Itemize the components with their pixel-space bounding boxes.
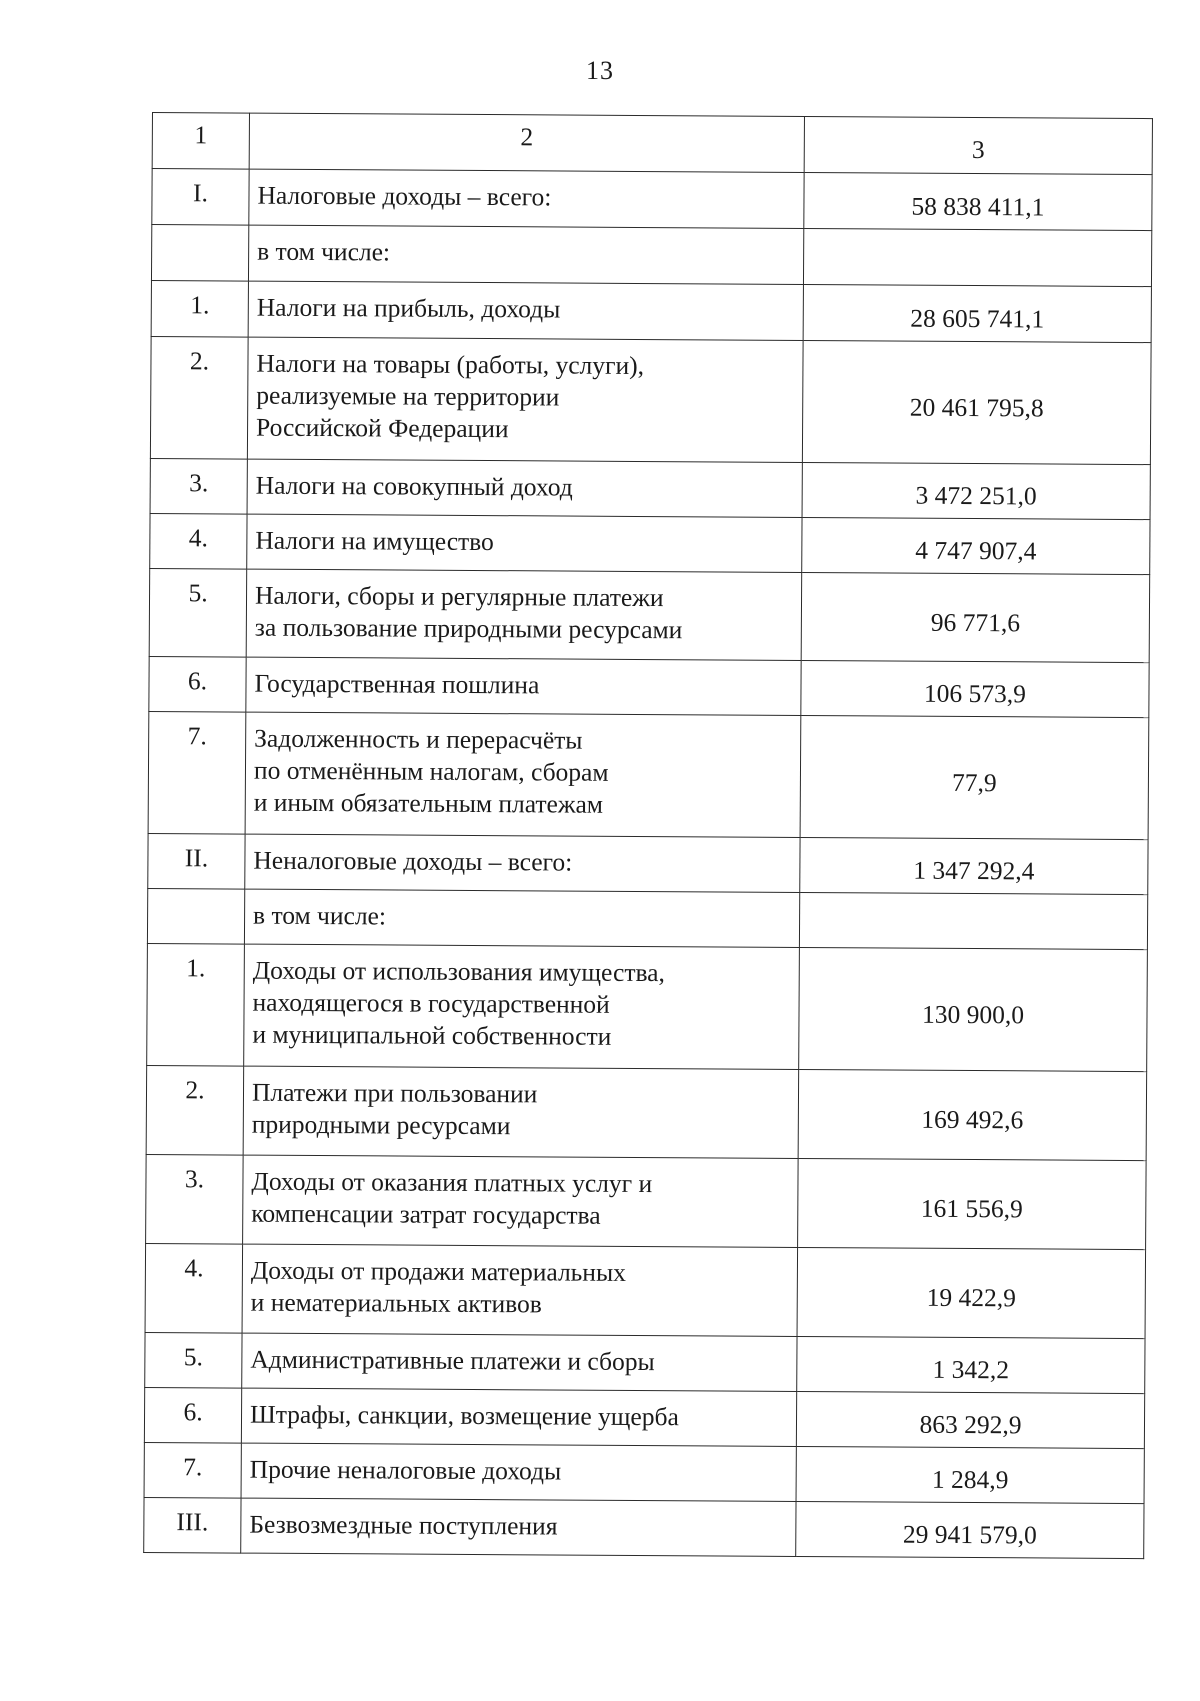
table-row <box>146 1065 1147 1160</box>
row-name-line: Неналоговые доходы – всего: <box>253 845 573 877</box>
table-row <box>149 568 1150 662</box>
row-name-line: Задолженность и перерасчёты <box>254 723 583 755</box>
row-name <box>247 337 803 462</box>
row-name-line: в том числе: <box>257 236 391 267</box>
row-name-line: в том числе: <box>253 900 387 931</box>
row-name-line: и нематериальных активов <box>250 1287 542 1319</box>
row-name <box>246 569 802 660</box>
row-number <box>147 888 244 944</box>
row-value <box>803 228 1151 286</box>
row-name-line: Налоги на имущество <box>255 525 494 557</box>
row-value: 19 422,9 <box>797 1247 1146 1338</box>
row-number: 5. <box>149 568 247 657</box>
row-name-line: Налоги, сборы и регулярные платежи <box>254 580 664 613</box>
row-value: 106 573,9 <box>801 660 1149 717</box>
row-number: 4. <box>145 1243 243 1333</box>
table-row <box>147 888 1147 949</box>
header-col-1: 1 <box>152 113 249 170</box>
row-name <box>243 1155 799 1247</box>
header-col-2: 2 <box>249 113 804 172</box>
row-value: 863 292,9 <box>796 1391 1144 1448</box>
revenue-table <box>143 112 1153 1559</box>
table-row <box>151 225 1151 287</box>
row-name-line: и муниципальной собственности <box>252 1019 612 1051</box>
row-name-line: Налоги на товары (работы, услуги), <box>256 348 645 381</box>
row-name-line: Административные платежи и сборы <box>250 1344 655 1377</box>
table-row <box>150 513 1150 574</box>
header-row <box>152 113 1152 175</box>
row-name <box>245 834 800 892</box>
row-name <box>241 1498 796 1556</box>
row-number: 4. <box>150 513 247 569</box>
row-value: 96 771,6 <box>801 572 1150 662</box>
row-value: 169 492,6 <box>798 1069 1147 1160</box>
table-row <box>148 711 1149 839</box>
table-row <box>150 336 1151 464</box>
row-number: II. <box>148 833 245 889</box>
row-value: 1 284,9 <box>796 1446 1144 1503</box>
row-name <box>241 1443 796 1501</box>
row-name-line: Штрафы, санкции, возмещение ущерба <box>249 1399 679 1432</box>
row-name <box>242 1244 798 1336</box>
table-row <box>151 280 1151 342</box>
row-name-line: Российской Федерации <box>255 412 509 444</box>
page-number: 13 <box>586 56 614 85</box>
row-name-line: Государственная пошлина <box>254 668 540 700</box>
row-value: 1 347 292,4 <box>800 837 1148 894</box>
row-name-line: Прочие неналоговые доходы <box>249 1454 562 1486</box>
row-name-line: реализуемые на территории <box>256 380 560 412</box>
row-number: 5. <box>145 1332 242 1388</box>
row-name-line: находящегося в государственной <box>252 987 610 1019</box>
row-value: 161 556,9 <box>798 1158 1147 1249</box>
row-name <box>244 889 799 947</box>
row-number: I. <box>152 169 249 226</box>
row-name-line: Доходы от оказания платных услуг и <box>251 1166 653 1199</box>
row-number: 3. <box>150 458 247 514</box>
row-number: 7. <box>148 711 246 834</box>
row-number: 1. <box>151 280 248 337</box>
row-number: 6. <box>144 1387 241 1443</box>
row-name <box>247 514 802 572</box>
row-value: 28 605 741,1 <box>803 284 1151 342</box>
table-row <box>145 1332 1145 1393</box>
row-name <box>248 225 803 284</box>
table-row <box>144 1442 1144 1503</box>
row-number: 3. <box>146 1154 244 1244</box>
table-row <box>147 943 1148 1071</box>
row-value: 58 838 411,1 <box>804 172 1152 230</box>
row-number: 7. <box>144 1442 241 1498</box>
row-name-line: по отменённым налогам, сборам <box>253 755 609 787</box>
table-row <box>152 169 1152 231</box>
row-name-line: природными ресурсами <box>251 1109 511 1141</box>
row-name <box>248 281 803 340</box>
table-row <box>146 1154 1147 1249</box>
row-name <box>246 657 801 715</box>
table-body <box>144 169 1152 1559</box>
row-name <box>249 169 804 228</box>
row-name <box>243 1066 799 1158</box>
row-name-line: компенсации затрат государства <box>251 1198 601 1230</box>
row-name-line: Налоговые доходы – всего: <box>257 180 552 212</box>
row-value: 20 461 795,8 <box>802 340 1151 464</box>
row-number: 2. <box>150 336 248 459</box>
row-number: 2. <box>146 1065 244 1155</box>
table-row <box>149 656 1149 717</box>
row-name <box>247 459 802 517</box>
table-row <box>145 1243 1146 1338</box>
row-name-line: и иным обязательным платежам <box>253 787 604 819</box>
row-value: 130 900,0 <box>799 947 1148 1071</box>
row-value: 4 747 907,4 <box>802 517 1150 574</box>
row-name-line: Доходы от продажи материальных <box>250 1255 626 1287</box>
row-name-line: Налоги на совокупный доход <box>255 470 573 502</box>
row-value <box>799 892 1147 949</box>
row-name <box>244 944 800 1069</box>
table-row <box>144 1387 1144 1448</box>
row-number: 1. <box>147 943 245 1066</box>
row-value: 3 472 251,0 <box>802 462 1150 519</box>
row-number: III. <box>144 1497 241 1553</box>
table-row <box>144 1497 1144 1558</box>
table-row <box>148 833 1148 894</box>
table-row <box>150 458 1150 519</box>
row-value: 77,9 <box>800 715 1149 839</box>
row-name <box>241 1388 796 1446</box>
row-number <box>151 225 248 282</box>
row-name-line: за пользование природными ресурсами <box>254 612 683 645</box>
row-name <box>245 712 801 837</box>
row-value: 1 342,2 <box>797 1336 1145 1393</box>
row-number: 6. <box>149 656 246 712</box>
revenue-table-wrapper <box>143 112 1152 1559</box>
row-name <box>242 1333 797 1391</box>
row-name-line: Налоги на прибыль, доходы <box>256 292 561 324</box>
row-name-line: Доходы от использования имущества, <box>252 955 666 988</box>
row-value: 29 941 579,0 <box>796 1501 1144 1558</box>
row-name-line: Безвозмездные поступления <box>249 1509 558 1541</box>
header-col-3: 3 <box>804 116 1152 174</box>
row-name-line: Платежи при пользовании <box>251 1077 538 1109</box>
